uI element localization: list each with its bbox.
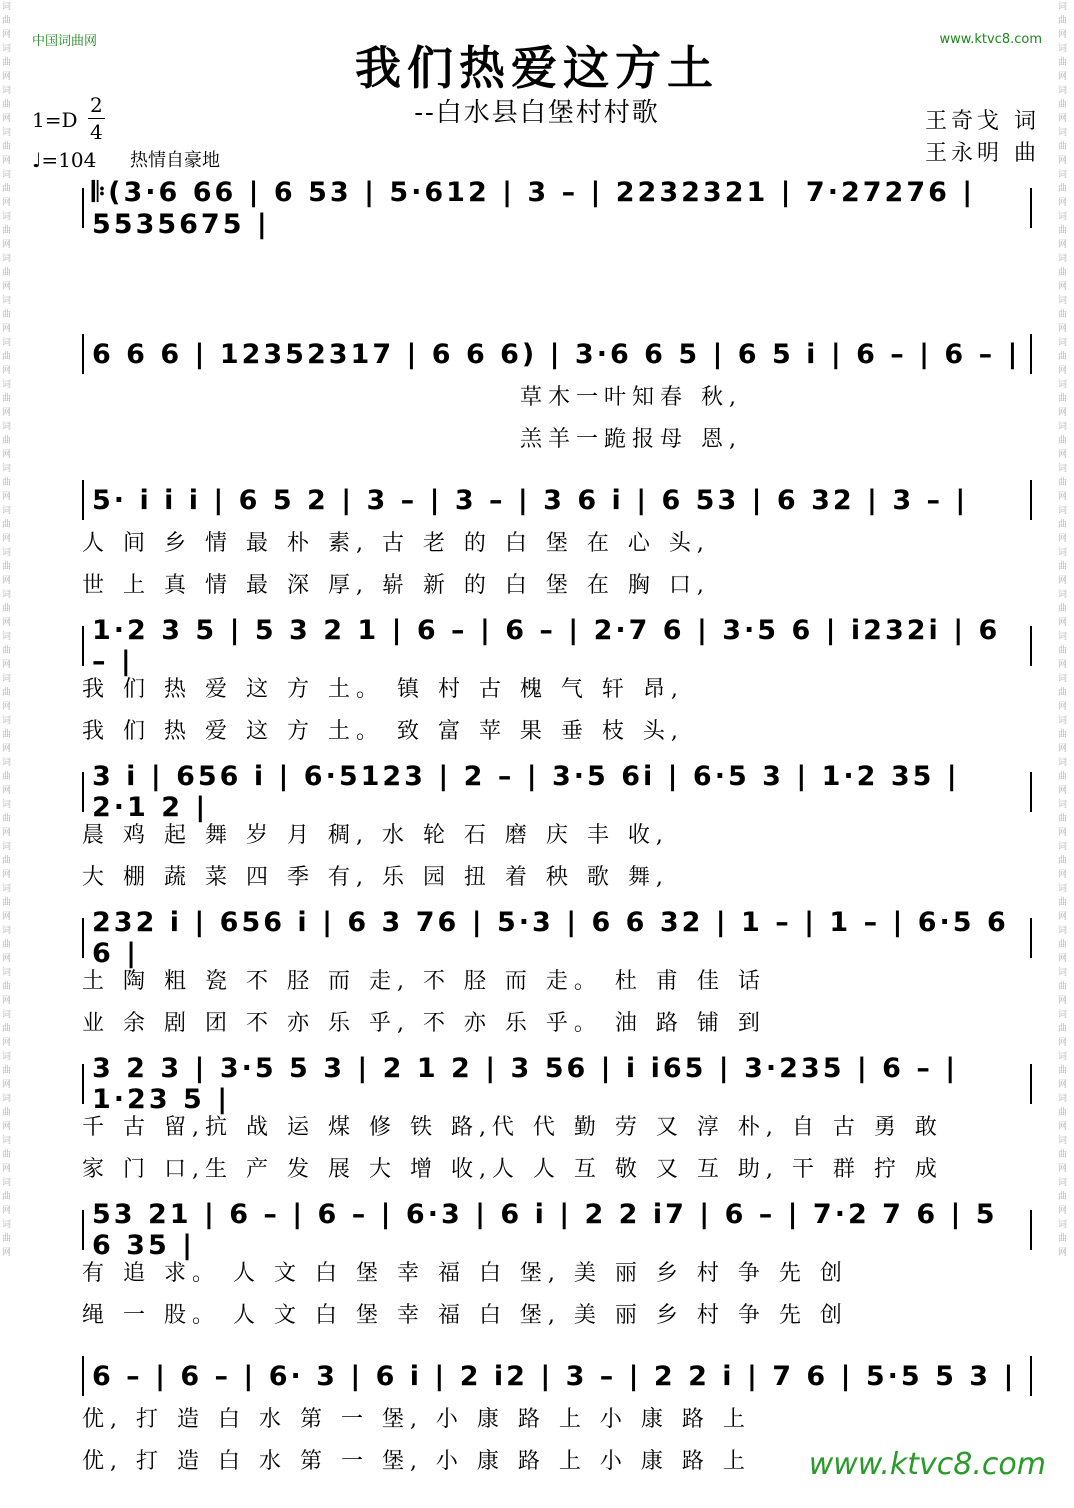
song-title: 我们热爱这方土 — [355, 41, 719, 95]
song-subtitle: --白水县白堡村村歌 — [414, 98, 660, 128]
time-signature-top: 2 — [90, 93, 103, 117]
lyric-verse-2: 家 门 口,生 产 发 展 大 增 收,人 人 互 敬 又 互 助, 干 群 拧 成 — [82, 1157, 943, 1182]
key-signature: 1=D — [32, 108, 78, 132]
lyric-verse-1: 千 古 留,抗 战 运 煤 修 铁 路,代 代 勤 劳 又 淳 朴, 自 古 勇 敢 — [82, 1115, 943, 1140]
notation-line: 6 – | 6 – | 6· 3 | 6 i | 2 i2 | 3 – | 2 2 i | 7 6 | 5·5 5 3 | — [82, 1356, 1032, 1396]
site-watermark-left: 中国词曲网 — [32, 34, 98, 49]
lyric-verse-1: 优, 打 造 白 水 第 一 堡, 小 康 路 上 小 康 路 上 — [82, 1407, 751, 1432]
site-watermark-right: www.ktvc8.com — [939, 32, 1042, 47]
notation-line: 3 i | 656 i | 6·5123 | 2 – | 3·5 6i | 6·5 3 | 1·2 35 | 2·1 2 | — [82, 772, 1032, 812]
composer: 王永明 曲 — [925, 141, 1040, 166]
lyric-verse-1: 人 间 乡 情 最 朴 素, 古 老 的 白 堡 在 心 头, — [82, 531, 710, 556]
lyric-verse-1: 我 们 热 爱 这 方 土。 镇 村 古 槐 气 轩 昂, — [82, 677, 684, 702]
side-watermark-left: 词曲网词曲网词曲网词曲网词曲网词曲网词曲网词曲网词曲网词曲网词曲网词曲网词曲网词曲网词曲网词曲网词曲网词曲网词曲网词曲网词曲网词曲网词曲网词曲网词曲网词曲网词曲网词曲网词曲网词曲网 — [2, 2, 12, 1258]
time-signature-bottom: 4 — [90, 120, 103, 144]
lyric-verse-2: 大 棚 蔬 菜 四 季 有, 乐 园 扭 着 秧 歌 舞, — [82, 865, 669, 890]
lyric-verse-2: 羔羊一跪报母 恩, — [520, 427, 742, 452]
notation-line: 232 i | 656 i | 6 3 76 | 5·3 | 6 6 32 | 1 – | 1 – | 6·5 6 6 | — [82, 918, 1032, 958]
lyric-verse-1: 土 陶 粗 瓷 不 胫 而 走, 不 胫 而 走。 杜 甫 佳 话 — [82, 969, 766, 994]
bottom-watermark: www.ktvc8.com — [808, 1447, 1046, 1482]
lyric-verse-2: 世 上 真 情 最 深 厚, 崭 新 的 白 堡 在 胸 口, — [82, 573, 710, 598]
lyric-verse-1: 有 追 求。 人 文 白 堡 幸 福 白 堡, 美 丽 乡 村 争 先 创 — [82, 1261, 848, 1286]
lyric-verse-2: 我 们 热 爱 这 方 土。 致 富 苹 果 垂 枝 头, — [82, 719, 684, 744]
lyric-verse-1: 草木一叶知春 秋, — [520, 385, 742, 410]
notation-line: 53 21 | 6 – | 6 – | 6·3 | 6 i | 2 2 i7 | 6 – | 7·2 7 6 | 5 6 35 | — [82, 1210, 1032, 1250]
notation-line: 6 6 6 | 12352317 | 6 6 6) | 3·6 6 5 | 6 5 i | 6 – | 6 – | — [82, 334, 1032, 374]
lyric-verse-2: 绳 一 股。 人 文 白 堡 幸 福 白 堡, 美 丽 乡 村 争 先 创 — [82, 1303, 848, 1328]
notation-line: 3 2 3 | 3·5 5 3 | 2 1 2 | 3 56 | i i65 | 3·235 | 6 – | 1·23 5 | — [82, 1064, 1032, 1104]
lyric-verse-2: 优, 打 造 白 水 第 一 堡, 小 康 路 上 小 康 路 上 — [82, 1449, 751, 1474]
notation-line: 1·2 3 5 | 5 3 2 1 | 6 – | 6 – | 2·7 6 | 3·5 6 | i232i | 6 – | — [82, 626, 1032, 666]
expression-marking: 热情自豪地 — [130, 150, 220, 171]
lyricist: 王奇戈 词 — [925, 109, 1040, 134]
notation-line: 5· i i i | 6 5 2 | 3 – | 3 – | 3 6 i | 6 53 | 6 32 | 3 – | — [82, 480, 1032, 520]
time-signature — [88, 92, 105, 145]
lyric-verse-1: 晨 鸡 起 舞 岁 月 稠, 水 轮 石 磨 庆 丰 收, — [82, 823, 669, 848]
lyric-verse-2: 业 余 剧 团 不 亦 乐 乎, 不 亦 乐 乎。 油 路 铺 到 — [82, 1011, 766, 1036]
tempo-marking: ♩=104 — [32, 148, 97, 172]
notation-line: 𝄆(3·6 66 | 6 53 | 5·612 | 3 – | 2232321 | 7·27276 | 5535675 | — [82, 188, 1032, 228]
side-watermark-right: 词曲网词曲网词曲网词曲网词曲网词曲网词曲网词曲网词曲网词曲网词曲网词曲网词曲网词曲网词曲网词曲网词曲网词曲网词曲网词曲网词曲网词曲网词曲网词曲网词曲网词曲网词曲网词曲网词曲网词曲网 — [1058, 2, 1068, 1258]
